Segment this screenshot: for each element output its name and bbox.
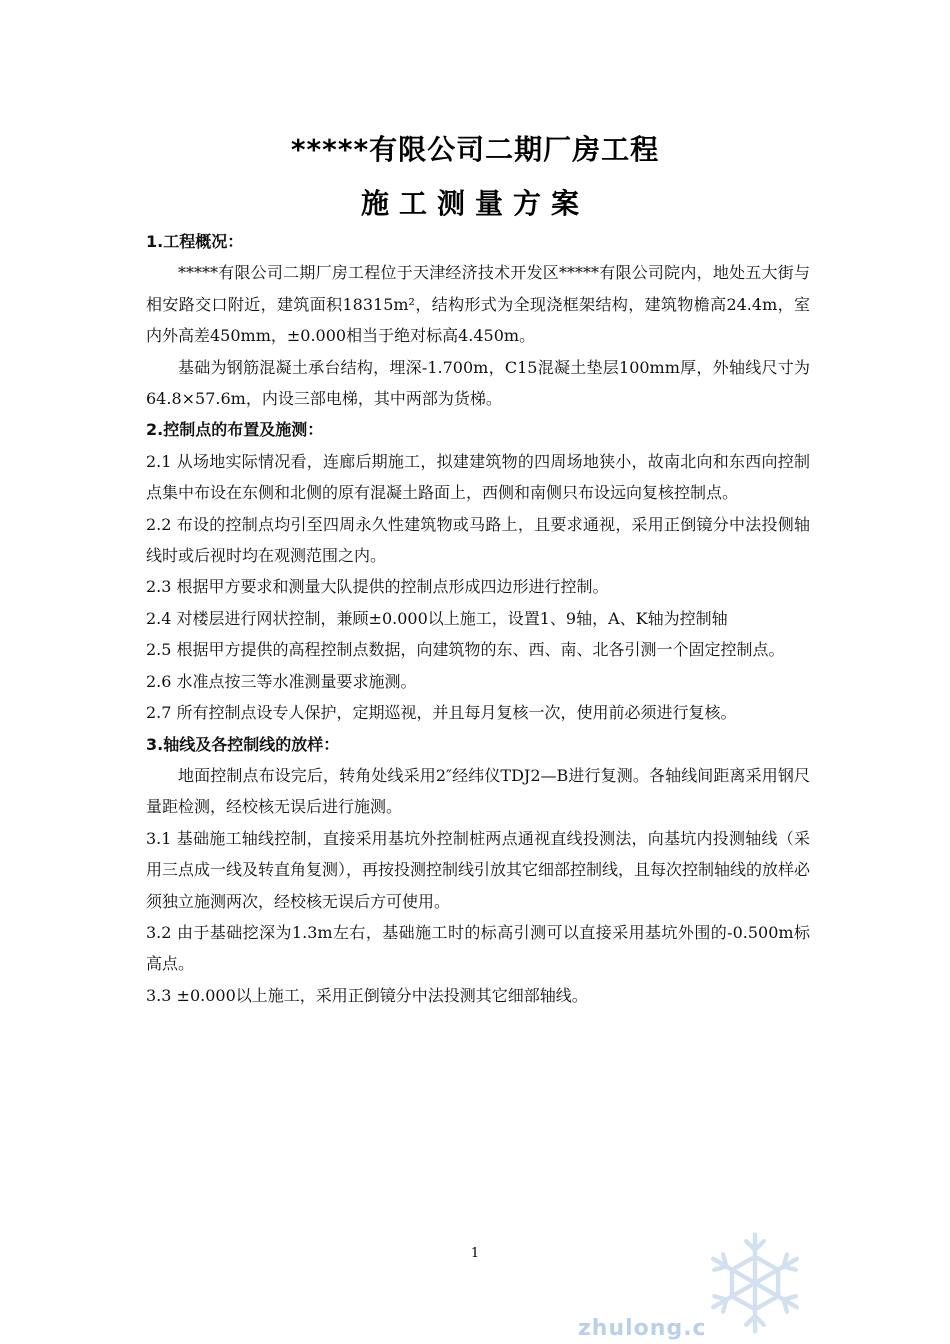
section-heading-2: 2.控制点的布置及施测：	[146, 420, 324, 440]
section-heading-1: 1.工程概况：	[146, 232, 244, 251]
list-item: 3.1 基础施工轴线控制，直接采用基坑外控制桩两点通视直线投测法，向基坑内投测轴线（采用三点成一线及转直角复测），再按投测控制线引放其它细部控制线，且每次控制轴线的放样必须独立施测两次，经校核无误后方可使用。	[146, 828, 811, 911]
page-number: 1	[470, 1246, 480, 1261]
snowflake-logo-icon	[700, 1228, 810, 1338]
list-item: 2.7 所有控制点设专人保护，定期巡视，并且每月复核一次，使用前必须进行复核。	[146, 703, 737, 723]
section-heading-3: 3.轴线及各控制线的放样：	[146, 734, 340, 754]
paragraph: 地面控制点布设完后，转角处线采用2″经纬仪TDJ2—B进行复测。各轴线间距离采用钢尺量距检测，经校核无误后进行施测。	[146, 765, 810, 817]
document-title: *****有限公司二期厂房工程	[290, 133, 660, 166]
document-body	[146, 226, 810, 1011]
list-item: 2.4 对楼层进行网状控制，兼顾±0.000以上施工，设置1、9轴，A、K轴为控制轴	[146, 608, 728, 628]
document-subtitle: 施工测量方案	[360, 187, 589, 220]
list-item: 2.2 布设的控制点均引至四周永久性建筑物或马路上，且要求通视，采用正倒镜分中法投侧轴线时或后视时均在观测范围之内。	[146, 514, 810, 566]
list-item: 2.1 从场地实际情况看，连廊后期施工，拟建建筑物的四周场地狭小，故南北向和东西向控制点集中布设在东侧和北侧的原有混凝土路面上，西侧和南侧只布设远向复核控制点。	[146, 451, 810, 503]
list-item: 3.3 ±0.000以上施工，采用正倒镜分中法投测其它细部轴线。	[146, 985, 588, 1005]
list-item: 2.6 水准点按三等水准测量要求施测。	[146, 671, 417, 691]
paragraph: *****有限公司二期厂房工程位于天津经济技术开发区*****有限公司院内，地处五大街与相安路交口附近，建筑面积18315m²，结构形式为全现浇框架结构，建筑物檐高24.4m，室内外高差450mm，±0.000相当于绝对标高4.450m。	[146, 263, 810, 346]
paragraph: 基础为钢筋混凝土承台结构，埋深-1.700m，C15混凝土垫层100mm厚，外轴线尺寸为64.8×57.6m，内设三部电梯，其中两部为货梯。	[146, 357, 810, 409]
list-item: 3.2 由于基础挖深为1.3m左右，基础施工时的标高引测可以直接采用基坑外围的-0.500m标高点。	[146, 922, 810, 974]
list-item: 2.3 根据甲方要求和测量大队提供的控制点形成四边形进行控制。	[146, 577, 609, 597]
list-item: 2.5 根据甲方提供的高程控制点数据，向建筑物的东、西、南、北各引测一个固定控制点。	[146, 640, 785, 660]
watermark-text: zhulong.c	[578, 1316, 707, 1341]
